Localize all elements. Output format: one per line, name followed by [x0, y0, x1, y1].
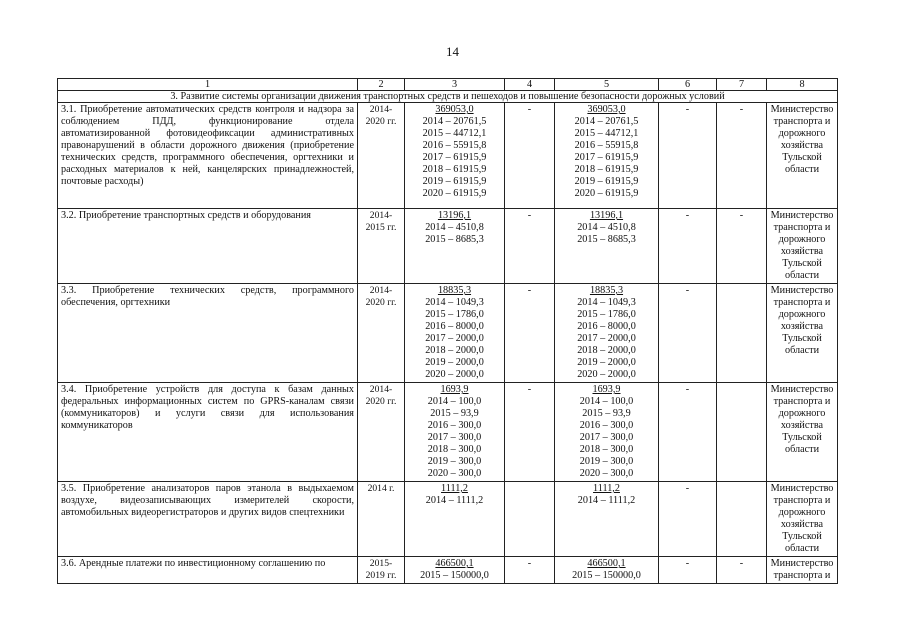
funding-total: 1111,2 — [441, 483, 468, 494]
funding-total: 1111,2 — [593, 483, 620, 494]
funding-year: 2014 – 100,0 — [579, 396, 634, 407]
funding-year: 2020 – 300,0 — [579, 468, 634, 479]
period-line: 2019 гг. — [365, 570, 397, 581]
funding-year: 2017 – 61915,9 — [574, 152, 639, 163]
regional-funding — [555, 209, 659, 284]
funding-year: 2020 – 61915,9 — [422, 188, 487, 199]
funding-total: 13196,1 — [589, 210, 624, 221]
table-row — [58, 482, 838, 557]
period-line: 2014- — [369, 285, 393, 296]
column-header: 1 — [58, 79, 358, 91]
funding-year: 2019 – 300,0 — [427, 456, 482, 467]
funding-year: 2018 – 61915,9 — [574, 164, 639, 175]
funding-year: 2016 – 8000,0 — [577, 321, 636, 332]
local-funding: - — [659, 482, 717, 557]
federal-funding: - — [505, 209, 555, 284]
other-funding — [717, 383, 767, 482]
table-row — [58, 557, 838, 584]
funding-year: 2019 – 61915,9 — [574, 176, 639, 187]
regional-funding — [555, 383, 659, 482]
implementation-period — [358, 482, 405, 557]
funding-year: 2014 – 4510,8 — [577, 222, 636, 233]
period-line: 2015 гг. — [365, 222, 397, 233]
responsible-executor: Министерство транспорта и дорожного хозяйства Тульской области — [767, 103, 838, 209]
funding-year: 2016 – 55915,8 — [574, 140, 639, 151]
funding-year: 2014 – 4510,8 — [425, 222, 484, 233]
column-header: 5 — [555, 79, 659, 91]
regional-funding — [555, 103, 659, 209]
implementation-period — [358, 557, 405, 584]
funding-total: 18835,3 — [437, 285, 472, 296]
measure-description: 3.4. Приобретение устройств для доступа к базам данных федеральных информационных систем по GPRS-каналам связи (коммуникаторов) и услуги связи для использования коммуникаторов — [58, 383, 358, 482]
implementation-period — [358, 103, 405, 209]
column-header: 8 — [767, 79, 838, 91]
funding-year: 2016 – 300,0 — [579, 420, 634, 431]
column-number-row — [58, 79, 838, 91]
funding-year: 2015 – 44712,1 — [422, 128, 487, 139]
responsible-executor: Министерство транспорта и дорожного хозяйства Тульской области — [767, 209, 838, 284]
funding-year: 2018 – 2000,0 — [577, 345, 636, 356]
regional-funding — [555, 557, 659, 584]
other-funding: - — [717, 557, 767, 584]
local-funding: - — [659, 209, 717, 284]
measure-description: 3.6. Арендные платежи по инвестиционному соглашению по — [58, 557, 358, 584]
measure-description: 3.5. Приобретение анализаторов паров этанола в выдыхаемом воздухе, видеозаписывающих измерителей скорости, автомобильных видеорегистраторов и других видов спецтехники — [58, 482, 358, 557]
total-funding — [405, 557, 505, 584]
period-line: 2014- — [369, 104, 393, 115]
page-number: 14 — [446, 44, 459, 59]
funding-year: 2017 – 2000,0 — [425, 333, 484, 344]
funding-year: 2014 – 20761,5 — [574, 116, 639, 127]
period-line: 2020 гг. — [365, 396, 397, 407]
implementation-period — [358, 284, 405, 383]
column-header: 4 — [505, 79, 555, 91]
table-row — [58, 383, 838, 482]
period-line: 2020 гг. — [365, 116, 397, 127]
funding-year: 2015 – 150000,0 — [572, 570, 641, 581]
funding-total: 369053,0 — [435, 104, 474, 115]
other-funding: - — [717, 103, 767, 209]
regional-funding — [555, 482, 659, 557]
funding-year: 2019 – 2000,0 — [425, 357, 484, 368]
local-funding: - — [659, 383, 717, 482]
other-funding — [717, 482, 767, 557]
period-line: 2015- — [369, 558, 393, 569]
funding-year: 2014 – 20761,5 — [422, 116, 487, 127]
total-funding — [405, 209, 505, 284]
federal-funding — [505, 482, 555, 557]
funding-year: 2019 – 300,0 — [579, 456, 634, 467]
federal-funding: - — [505, 557, 555, 584]
regional-funding — [555, 284, 659, 383]
funding-total: 18835,3 — [589, 285, 624, 296]
funding-year: 2015 – 93,9 — [430, 408, 479, 419]
funding-year: 2018 – 300,0 — [427, 444, 482, 455]
responsible-executor: Министерство транспорта и дорожного хозяйства Тульской области — [767, 383, 838, 482]
funding-year: 2020 – 2000,0 — [577, 369, 636, 380]
funding-year: 2016 – 8000,0 — [425, 321, 484, 332]
section-title-row — [58, 91, 838, 103]
funding-year: 2014 – 100,0 — [427, 396, 482, 407]
funding-year: 2014 – 1111,2 — [425, 495, 484, 506]
table-row — [58, 209, 838, 284]
column-header: 3 — [405, 79, 505, 91]
period-line: 2014 г. — [367, 483, 395, 494]
funding-year: 2017 – 300,0 — [427, 432, 482, 443]
local-funding: - — [659, 103, 717, 209]
period-line: 2014- — [369, 384, 393, 395]
period-line: 2014- — [369, 210, 393, 221]
measure-description: 3.2. Приобретение транспортных средств и оборудования — [58, 209, 358, 284]
federal-funding: - — [505, 284, 555, 383]
period-line: 2020 гг. — [365, 297, 397, 308]
funding-year: 2018 – 61915,9 — [422, 164, 487, 175]
funding-total: 1693,9 — [440, 384, 469, 395]
other-funding — [717, 284, 767, 383]
total-funding — [405, 482, 505, 557]
funding-year: 2014 – 1049,3 — [577, 297, 636, 308]
funding-total: 466500,1 — [587, 558, 626, 569]
funding-year: 2015 – 1786,0 — [425, 309, 484, 320]
funding-year: 2017 – 61915,9 — [422, 152, 487, 163]
funding-year: 2014 – 1049,3 — [425, 297, 484, 308]
column-header: 6 — [659, 79, 717, 91]
funding-year: 2020 – 300,0 — [427, 468, 482, 479]
table-row — [58, 284, 838, 383]
funding-year: 2020 – 2000,0 — [425, 369, 484, 380]
implementation-period — [358, 209, 405, 284]
funding-year: 2015 – 1786,0 — [577, 309, 636, 320]
funding-year: 2017 – 300,0 — [579, 432, 634, 443]
total-funding — [405, 383, 505, 482]
column-header: 2 — [358, 79, 405, 91]
responsible-executor: Министерство транспорта и — [767, 557, 838, 584]
funding-year: 2017 – 2000,0 — [577, 333, 636, 344]
funding-year: 2018 – 2000,0 — [425, 345, 484, 356]
local-funding: - — [659, 557, 717, 584]
funding-total: 369053,0 — [587, 104, 626, 115]
funding-year: 2015 – 44712,1 — [574, 128, 639, 139]
funding-total: 13196,1 — [437, 210, 472, 221]
column-header: 7 — [717, 79, 767, 91]
funding-total: 466500,1 — [435, 558, 474, 569]
other-funding: - — [717, 209, 767, 284]
table-row — [58, 103, 838, 209]
funding-year: 2015 – 150000,0 — [420, 570, 489, 581]
local-funding: - — [659, 284, 717, 383]
responsible-executor: Министерство транспорта и дорожного хозяйства Тульской области — [767, 482, 838, 557]
section-title: 3. Развитие системы организации движения транспортных средств и пешеходов и повышение безопасности дорожных условий — [58, 91, 838, 103]
funding-year: 2020 – 61915,9 — [574, 188, 639, 199]
implementation-period — [358, 383, 405, 482]
funding-total: 1693,9 — [592, 384, 621, 395]
funding-year: 2018 – 300,0 — [579, 444, 634, 455]
measure-description: 3.1. Приобретение автоматических средств контроля и надзора за соблюдением ПДД, функционирование отдела автоматизированной фотовидеофиксации административных правонарушений в области дорожного движения (приобретение технических средств, программного обеспечения, оргтехники и расходных материалов к ней, канцелярских принадлежностей, почтовые расходы) — [58, 103, 358, 209]
funding-year: 2019 – 61915,9 — [422, 176, 487, 187]
funding-year: 2016 – 55915,8 — [422, 140, 487, 151]
federal-funding: - — [505, 103, 555, 209]
total-funding — [405, 103, 505, 209]
funding-year: 2015 – 8685,3 — [425, 234, 484, 245]
funding-year: 2015 – 93,9 — [582, 408, 631, 419]
total-funding — [405, 284, 505, 383]
funding-year: 2014 – 1111,2 — [577, 495, 636, 506]
funding-year: 2015 – 8685,3 — [577, 234, 636, 245]
program-table — [57, 78, 838, 584]
responsible-executor: Министерство транспорта и дорожного хозяйства Тульской области — [767, 284, 838, 383]
measure-description: 3.3. Приобретение технических средств, программного обеспечения, оргтехники — [58, 284, 358, 383]
funding-year: 2016 – 300,0 — [427, 420, 482, 431]
funding-year: 2019 – 2000,0 — [577, 357, 636, 368]
federal-funding: - — [505, 383, 555, 482]
